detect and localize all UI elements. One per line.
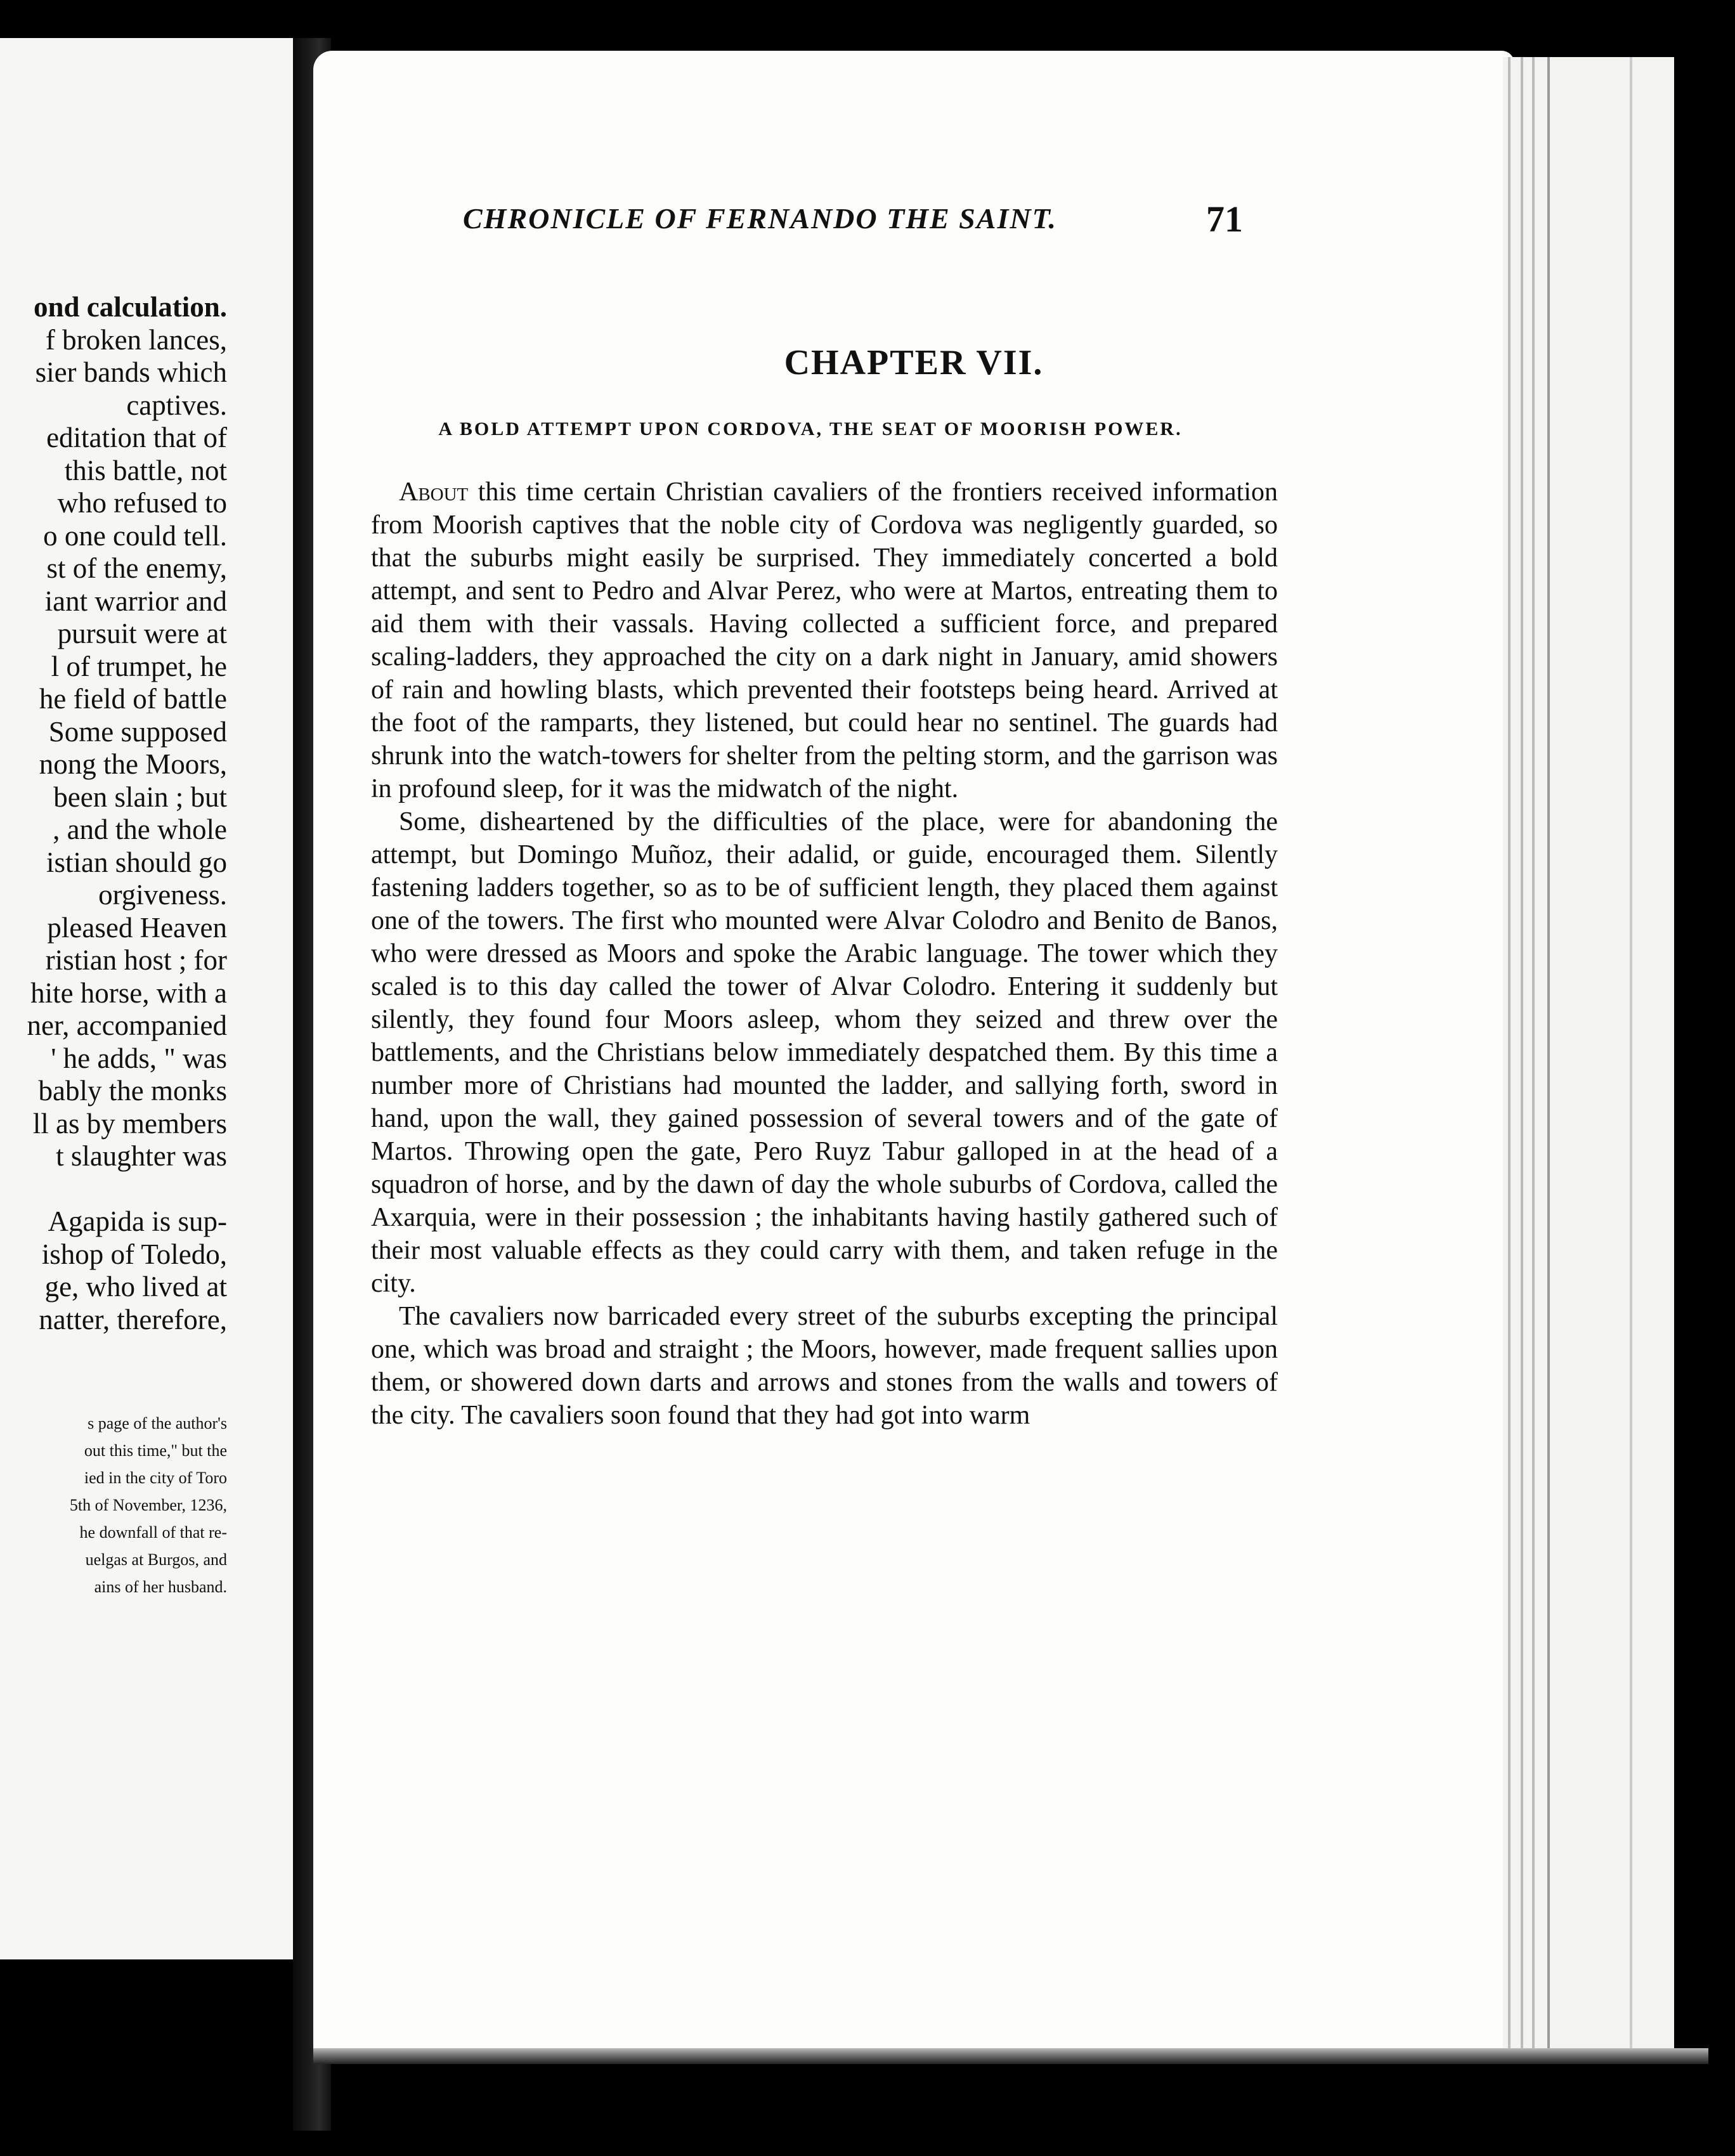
left-page-line: been slain ; but — [53, 781, 227, 813]
left-page-footnote: uelgas at Burgos, and — [85, 1550, 227, 1569]
chapter-subtitle: A BOLD ATTEMPT UPON CORDOVA, THE SEAT OF MOORISH POWER. — [438, 419, 1183, 439]
paragraph-2: Some, disheartened by the difficulties of the place, were for abandoning the attempt, but Domingo Muñoz, their adalid, or guide, encouraged them. Silently fastening ladders together, so as to be of sufficient length, they placed them against one of the towers. The first who mounted were Alvar Colodro and Benito de Banos, who were dressed as Moors and spoke the Arabic language. The tower which they scaled is to this day called the tower of Alvar Colodro. Entering it suddenly but silently, they found four Moors asleep, whom they seized and threw over the battlements, and the Christians below immediately despatched them. By this time a number more of Christians had mounted the ladder, and sallying forth, sword in hand, upon the wall, they gained possession of several towers and of the gate of Martos. Throwing open the gate, Pero Ruyz Tabur galloped in at the head of a squadron of horse, and by the dawn of day the whole suburbs of Cordova, called the Axarquia, were in their possession ; the inhabitants having hastily gathered such of their most valuable effects as they could carry with them, and taken refuge in the city. — [371, 807, 1278, 1298]
left-page-line: istian should go — [46, 846, 227, 878]
bottom-edge — [313, 2048, 1708, 2064]
left-page-line: ll as by members — [32, 1107, 227, 1140]
left-page-line: , and the whole — [53, 814, 227, 845]
left-page-line: ishop of Toledo, — [41, 1238, 227, 1270]
left-page-line: Agapida is sup- — [48, 1205, 227, 1237]
left-page-line: editation that of — [46, 422, 227, 453]
page-edges — [1503, 57, 1699, 2048]
left-page-line: ristian host ; for — [45, 944, 227, 976]
left-page-line: t slaughter was — [56, 1140, 227, 1172]
left-page-footnote: he downfall of that re- — [79, 1523, 227, 1542]
left-page-line: ond calculation. — [33, 291, 227, 323]
left-page-line: natter, therefore, — [39, 1303, 227, 1335]
left-page-line: orgiveness. — [98, 879, 227, 911]
left-page-line: ' he adds, " was — [51, 1042, 227, 1074]
previous-page — [0, 38, 293, 1959]
left-page-line: Some supposed — [48, 715, 227, 748]
chapter-title: CHAPTER VII. — [784, 343, 1044, 382]
running-head: CHRONICLE OF FERNANDO THE SAINT. — [463, 202, 1057, 235]
paragraph-3: The cavaliers now barricaded every street of the suburbs excepting the principal one, which was broad and straight ; the Moors, however, made frequent sallies upon them, or showered down darts and arrows and stones from the walls and towers of the city. The cavaliers soon found that they had got into warm — [371, 1302, 1278, 1430]
left-page-line: f broken lances, — [45, 323, 227, 356]
left-page-line: iant warrior and — [44, 585, 227, 617]
left-page-line: this battle, not — [64, 454, 227, 486]
left-page-line: pursuit were at — [57, 618, 227, 649]
page-number: 71 — [1206, 198, 1243, 240]
left-page-line: sier bands which — [35, 356, 227, 388]
paragraph-1-text: this time certain Christian cavaliers of the frontiers received information from Moorish captives that the noble city of Cordova was negligently guarded, so that the suburbs might easily be surprised. They immediately concerted a bold attempt, and sent to Pedro and Alvar Perez, who were at Martos, entreating them to aid them with their vassals. Having collected a sufficient force, and prepared scaling-ladders, they approached the city on a dark night in January, amid showers of rain and howling blasts, which prevented their footsteps being heard. Arrived at the foot of the ramparts, they listened, but could hear no sentinel. The guards had shrunk into the watch-towers for shelter from the pelting storm, and the garrison was in profound sleep, for it was the midwatch of the night. — [371, 477, 1278, 803]
left-page-footnote: ains of her husband. — [94, 1578, 227, 1596]
left-page-line: pleased Heaven — [47, 911, 227, 944]
left-page-line: he field of battle — [39, 683, 227, 715]
left-page-footnote: ied in the city of Toro — [84, 1469, 227, 1487]
left-page-line: bably the monks — [38, 1075, 227, 1107]
left-page-footnote: s page of the author's — [88, 1414, 227, 1432]
left-page-line: who refused to — [57, 487, 227, 519]
left-page-line: nong the Moors, — [39, 748, 227, 780]
left-page-line: o one could tell. — [43, 519, 227, 552]
drop-word: About — [399, 477, 469, 507]
edge-shadow — [1674, 57, 1735, 2118]
left-page-line: ge, who lived at — [44, 1271, 227, 1302]
left-page-line: l of trumpet, he — [51, 650, 227, 682]
left-page-line: ner, accompanied — [27, 1010, 227, 1041]
chapter-body — [371, 476, 1278, 1432]
left-page-footnote: 5th of November, 1236, — [69, 1496, 227, 1514]
left-page-line: st of the enemy, — [46, 552, 227, 584]
left-page-footnote: out this time," but the — [84, 1441, 227, 1460]
left-page-line: hite horse, with a — [30, 977, 227, 1009]
paragraph-1 — [371, 476, 1278, 805]
left-page-line: captives. — [126, 389, 227, 421]
